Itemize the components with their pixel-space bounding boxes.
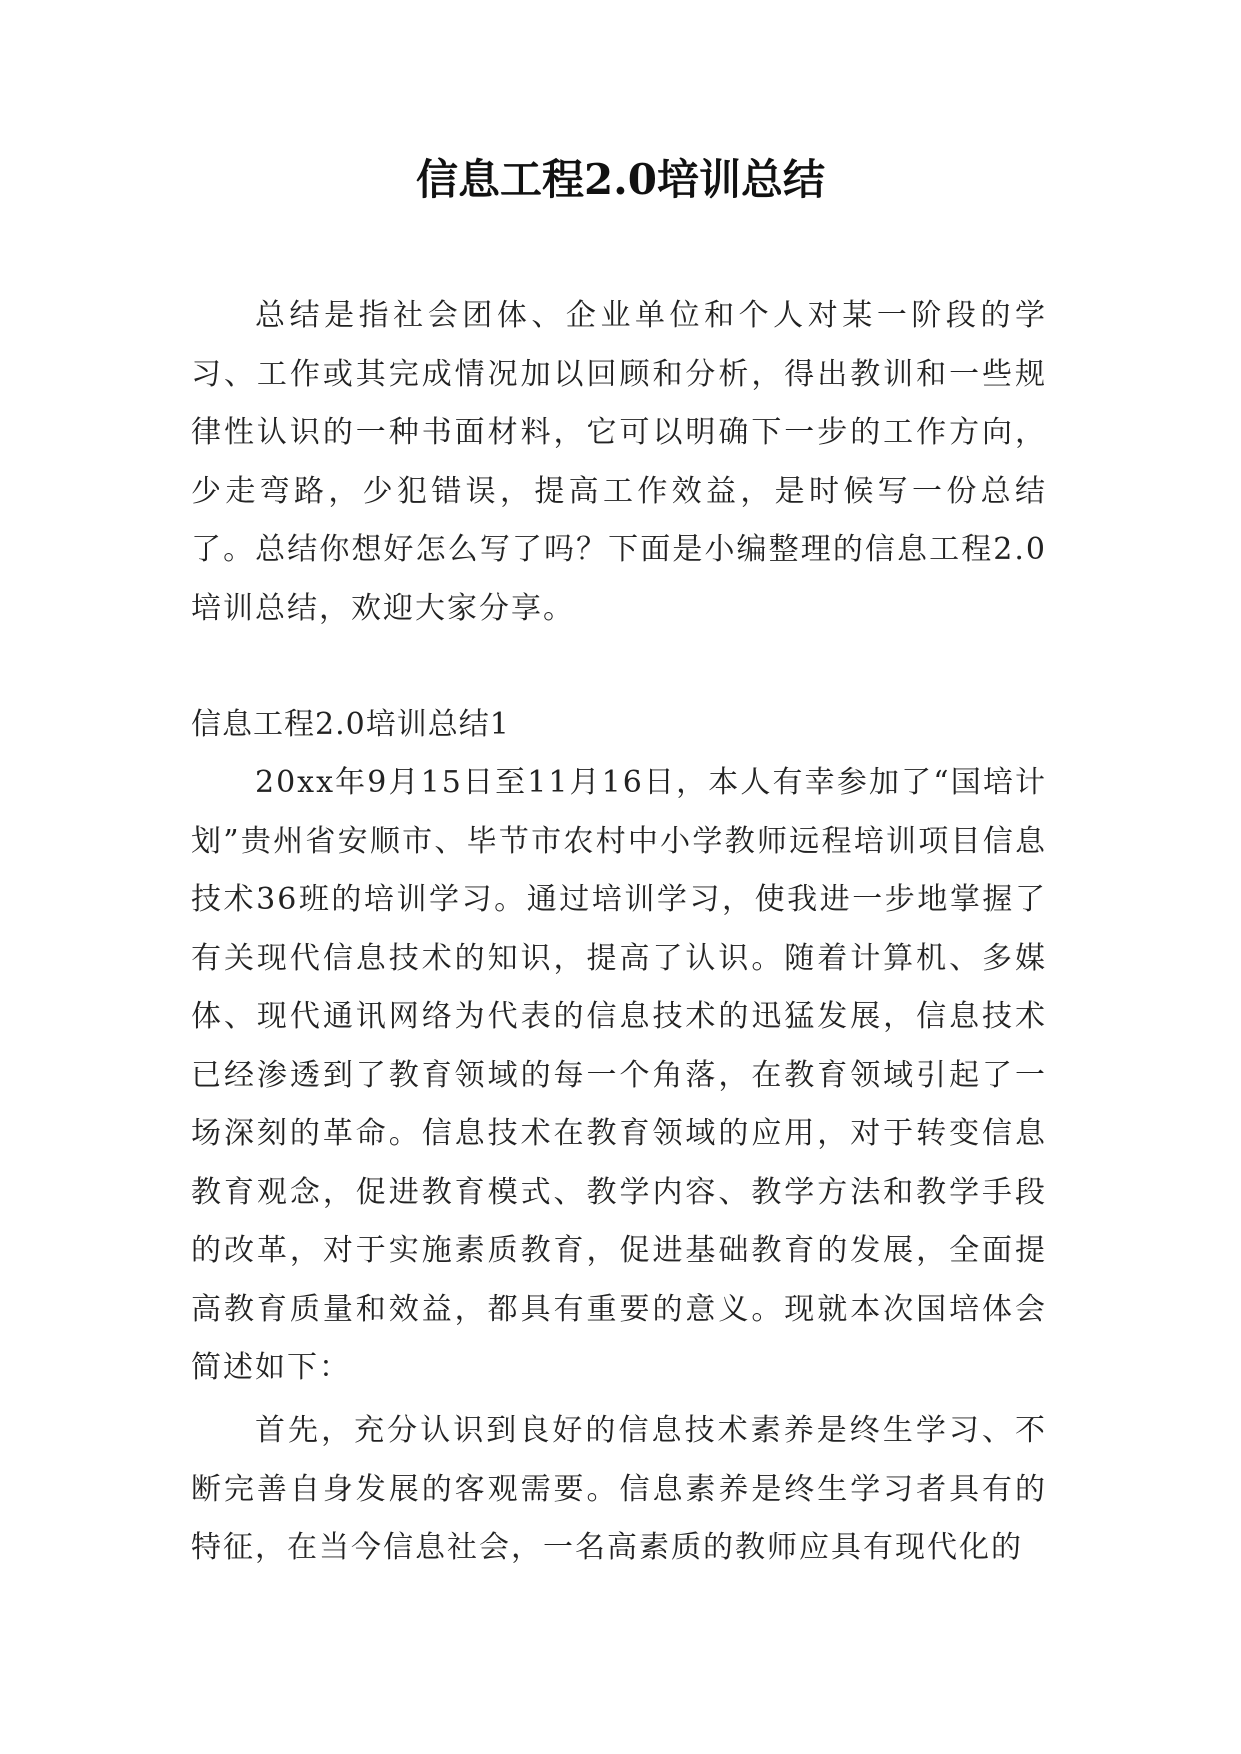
section-heading: 信息工程2.0培训总结1 [191, 707, 510, 742]
body-paragraph-1: 20xx年9月15日至11月16日，本人有幸参加了“国培计划”贵州省安顺市、毕节市农村中小学教师远程培训项目信息技术36班的培训学习。通过培训学习，使我进一步地掌握了有关现代信息技术的知识，提高了认识。随着计算机、多媒体、现代通讯网络为代表的信息技术的迅猛发展，信息技术已经渗透到了教育领域的每一个角落，在教育领域引起了一场深刻的革命。信息技术在教育领域的应用，对于转变信息教育观念，促进教育模式、教学内容、教学方法和教学手段的改革，对于实施素质教育，促进基础教育的发展，全面提高教育质量和效益，都具有重要的意义。现就本次国培体会简述如下： [191, 765, 1047, 1385]
document-title: 信息工程2.0培训总结 [415, 155, 826, 204]
intro-paragraph: 总结是指社会团体、企业单位和个人对某一阶段的学习、工作或其完成情况加以回顾和分析，得出教训和一些规律性认识的一种书面材料，它可以明确下一步的工作方向，少走弯路，少犯错误，提高工作效益，是时候写一份总结了。总结你想好怎么写了吗？下面是小编整理的信息工程2.0培训总结，欢迎大家分享。 [191, 298, 1047, 626]
body-paragraph-2: 首先，充分认识到良好的信息技术素养是终生学习、不断完善自身发展的客观需要。信息素养是终生学习者具有的特征，在当今信息社会，一名高素质的教师应具有现代化的 [191, 1413, 1047, 1565]
